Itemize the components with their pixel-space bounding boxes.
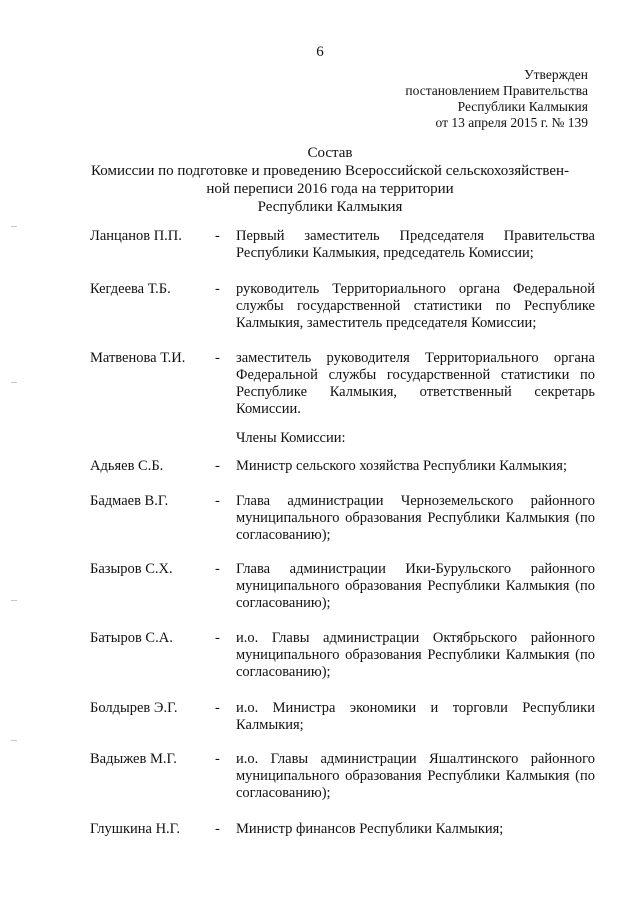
approval-stamp xyxy=(405,67,588,131)
dash-separator: - xyxy=(215,561,220,577)
title-line: Состав xyxy=(307,145,353,161)
member-name: Базыров С.Х. xyxy=(90,561,173,577)
member-name: Батыров С.А. xyxy=(90,630,173,646)
dash-separator: - xyxy=(215,751,220,767)
member-name: Глушкина Н.Г. xyxy=(90,821,181,837)
dash-separator: - xyxy=(215,700,220,716)
member-name: Кегдеева Т.Б. xyxy=(90,281,171,297)
member-role: заместитель руководителя Территориального органа Федеральной службы государственной статистики по Республике Калмыкия, ответственный секретарь Комиссии. xyxy=(236,350,595,417)
title-line: Республики Калмыкия xyxy=(257,199,403,215)
dash-separator: - xyxy=(215,350,220,366)
member-role: Министр финансов Республики Калмыкия; xyxy=(236,821,504,837)
member-role: Первый заместитель Председателя Правительства Республики Калмыкия, председатель Комиссии; xyxy=(236,228,595,261)
scan-margin-mark xyxy=(11,740,17,741)
dash-separator: - xyxy=(215,630,220,646)
document-title xyxy=(80,144,580,216)
dash-separator: - xyxy=(215,493,220,509)
approval-line: постановлением Правительства xyxy=(405,83,588,98)
scan-margin-mark xyxy=(11,226,17,227)
member-name: Болдырев Э.Г. xyxy=(90,700,178,716)
approval-line: Республики Калмыкия xyxy=(457,99,588,114)
scan-margin-mark xyxy=(11,382,17,383)
member-role: Глава администрации Ики-Бурульского районного муниципального образования Республики Калмыкия (по согласованию); xyxy=(236,561,595,611)
dash-separator: - xyxy=(215,228,220,244)
member-role: и.о. Министра экономики и торговли Республики Калмыкия; xyxy=(236,700,595,733)
title-line: ной переписи 2016 года на территории xyxy=(206,181,454,197)
member-name: Адьяев С.Б. xyxy=(90,458,164,474)
member-role: и.о. Главы администрации Октябрьского районного муниципального образования Республики Калмыкия (по согласованию); xyxy=(236,630,595,680)
approval-line: от 13 апреля 2015 г. № 139 xyxy=(435,115,588,130)
members-heading: Члены Комиссии: xyxy=(236,430,346,446)
member-role: Глава администрации Черноземельского районного муниципального образования Республики Калмыкия (по согласованию); xyxy=(236,493,595,543)
member-name: Бадмаев В.Г. xyxy=(90,493,169,509)
approval-line: Утвержден xyxy=(524,67,588,82)
page-number: 6 xyxy=(316,44,324,60)
member-name: Вадыжев М.Г. xyxy=(90,751,177,767)
dash-separator: - xyxy=(215,821,220,837)
member-name: Ланцанов П.П. xyxy=(90,228,182,244)
dash-separator: - xyxy=(215,458,220,474)
member-role: Министр сельского хозяйства Республики Калмыкия; xyxy=(236,458,568,474)
member-name: Матвенова Т.И. xyxy=(90,350,186,366)
member-role: и.о. Главы администрации Яшалтинского районного муниципального образования Республики Калмыкия (по согласованию); xyxy=(236,751,595,801)
title-line: Комиссии по подготовке и проведению Всероссийской сельскохозяйствен- xyxy=(90,163,570,179)
scan-margin-mark xyxy=(11,600,17,601)
member-role: руководитель Территориального органа Федеральной службы государственной статистики по Республике Калмыкия, заместитель председателя Комиссии; xyxy=(236,281,595,331)
dash-separator: - xyxy=(215,281,220,297)
